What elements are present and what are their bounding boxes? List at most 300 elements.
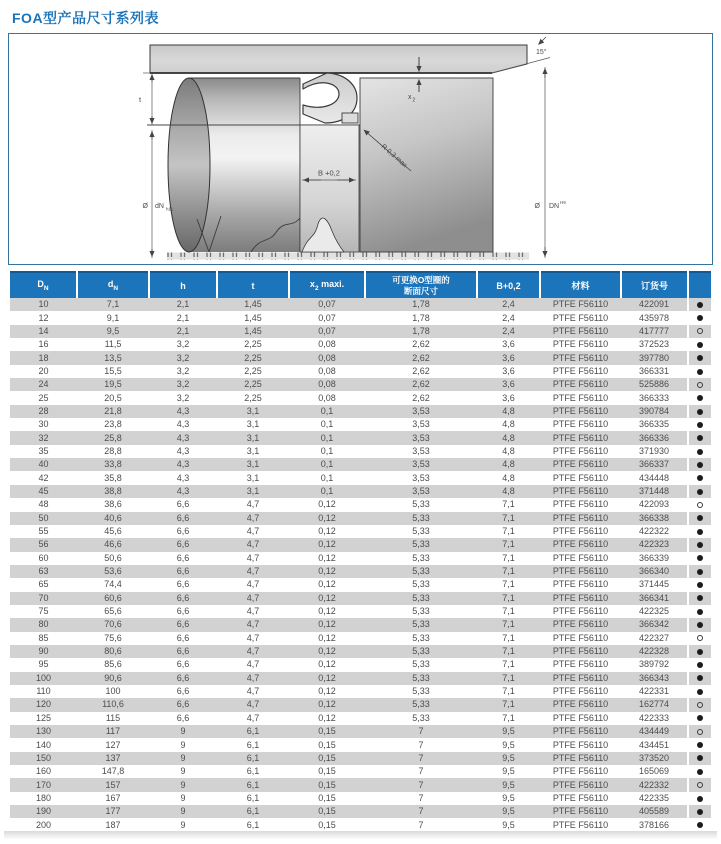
table-cell: 2,25 — [217, 391, 289, 404]
table-cell: 7,1 — [477, 552, 540, 565]
table-cell: 6,1 — [217, 818, 289, 831]
table-cell: 0,08 — [289, 365, 365, 378]
filled-dot-icon — [697, 409, 703, 415]
table-row — [10, 338, 711, 351]
availability-cell — [688, 738, 711, 751]
table-cell: 434451 — [621, 738, 688, 751]
bore-dia-symbol: Ø — [534, 203, 540, 210]
backup-ring — [342, 113, 358, 123]
availability-cell — [688, 405, 711, 418]
table-cell: PTFE F56110 — [540, 738, 621, 751]
table-row — [10, 698, 711, 711]
table-cell: 35 — [10, 445, 77, 458]
column-header: h — [149, 272, 217, 298]
table-cell: 0,12 — [289, 512, 365, 525]
availability-cell — [688, 685, 711, 698]
table-cell: 1,78 — [365, 311, 477, 324]
table-row — [10, 485, 711, 498]
table-cell: PTFE F56110 — [540, 645, 621, 658]
table-cell: 65,6 — [77, 605, 149, 618]
table-cell: PTFE F56110 — [540, 471, 621, 484]
table-row — [10, 765, 711, 778]
table-cell: 140 — [10, 738, 77, 751]
table-cell: 0,15 — [289, 805, 365, 818]
table-cell: 4,7 — [217, 645, 289, 658]
table-cell: 0,15 — [289, 752, 365, 765]
availability-cell — [688, 458, 711, 471]
table-cell: 5,33 — [365, 552, 477, 565]
table-cell: 25 — [10, 391, 77, 404]
table-cell: 2,4 — [477, 325, 540, 338]
table-row — [10, 565, 711, 578]
table-cell: 21,8 — [77, 405, 149, 418]
availability-cell — [688, 378, 711, 391]
table-cell: 373520 — [621, 752, 688, 765]
table-cell: 434448 — [621, 471, 688, 484]
table-cell: 4,8 — [477, 418, 540, 431]
table-cell: 390784 — [621, 405, 688, 418]
table-cell: 0,1 — [289, 445, 365, 458]
table-row — [10, 752, 711, 765]
table-cell: 13,5 — [77, 351, 149, 364]
table-cell: 6,6 — [149, 592, 217, 605]
filled-dot-icon — [697, 796, 703, 802]
table-cell: 0,08 — [289, 391, 365, 404]
table-cell: 0,12 — [289, 498, 365, 511]
table-cell: 3,53 — [365, 431, 477, 444]
availability-cell — [688, 592, 711, 605]
table-cell: PTFE F56110 — [540, 378, 621, 391]
table-row — [10, 592, 711, 605]
table-cell: 0,08 — [289, 378, 365, 391]
table-row — [10, 418, 711, 431]
table-cell: 42 — [10, 471, 77, 484]
table-cell: 0,12 — [289, 565, 365, 578]
availability-cell — [688, 311, 711, 324]
table-cell: 378166 — [621, 818, 688, 831]
table-row — [10, 792, 711, 805]
table-cell: 3,6 — [477, 391, 540, 404]
table-cell: PTFE F56110 — [540, 418, 621, 431]
table-cell: 0,12 — [289, 552, 365, 565]
product-dimension-table — [10, 271, 711, 832]
table-cell: 24 — [10, 378, 77, 391]
table-cell: 405589 — [621, 805, 688, 818]
table-cell: 187 — [77, 818, 149, 831]
table-cell: 0,12 — [289, 525, 365, 538]
table-row — [10, 538, 711, 551]
table-row — [10, 325, 711, 338]
table-cell: 6,1 — [217, 752, 289, 765]
availability-cell — [688, 752, 711, 765]
table-cell: 7,1 — [477, 498, 540, 511]
filled-dot-icon — [697, 435, 703, 441]
table-cell: 0,15 — [289, 765, 365, 778]
table-cell: 7,1 — [477, 592, 540, 605]
table-cell: 0,12 — [289, 685, 365, 698]
column-header: $D_N$ — [10, 272, 77, 298]
table-cell: PTFE F56110 — [540, 405, 621, 418]
table-cell: PTFE F56110 — [540, 778, 621, 791]
table-cell: 110,6 — [77, 698, 149, 711]
table-cell: 5,33 — [365, 498, 477, 511]
filled-dot-icon — [697, 355, 703, 361]
table-row — [10, 351, 711, 364]
table-cell: 3,53 — [365, 405, 477, 418]
availability-cell — [688, 725, 711, 738]
table-cell: 422332 — [621, 778, 688, 791]
availability-cell — [688, 578, 711, 591]
table-cell: 0,15 — [289, 738, 365, 751]
table-cell: 120 — [10, 698, 77, 711]
table-cell: 371930 — [621, 445, 688, 458]
table-cell: 9 — [149, 765, 217, 778]
table-cell: 60 — [10, 552, 77, 565]
table-cell: 5,33 — [365, 525, 477, 538]
table-cell: PTFE F56110 — [540, 578, 621, 591]
filled-dot-icon — [697, 662, 703, 668]
table-cell: 28,8 — [77, 445, 149, 458]
table-cell: 1,78 — [365, 298, 477, 311]
table-cell: 3,1 — [217, 405, 289, 418]
filled-dot-icon — [697, 489, 703, 495]
table-cell: 435978 — [621, 311, 688, 324]
table-cell: 5,33 — [365, 645, 477, 658]
table-cell: 3,1 — [217, 431, 289, 444]
table-cell: 4,3 — [149, 458, 217, 471]
filled-dot-icon — [697, 742, 703, 748]
table-row — [10, 498, 711, 511]
table-cell: PTFE F56110 — [540, 512, 621, 525]
table-cell: PTFE F56110 — [540, 325, 621, 338]
table-cell: 4,7 — [217, 632, 289, 645]
open-dot-icon — [697, 729, 703, 735]
column-header: 可更换O型圈的 断面尺寸 — [365, 272, 477, 298]
filled-dot-icon — [697, 569, 703, 575]
table-cell: 9,5 — [477, 752, 540, 765]
table-cell: 130 — [10, 725, 77, 738]
table-cell: 7 — [365, 752, 477, 765]
column-header: B+0,2 — [477, 272, 540, 298]
table-cell: 3,1 — [217, 458, 289, 471]
table-cell: 9,5 — [477, 725, 540, 738]
filled-dot-icon — [697, 315, 703, 321]
table-cell: 6,6 — [149, 538, 217, 551]
table-cell: 525886 — [621, 378, 688, 391]
table-cell: 9,5 — [477, 738, 540, 751]
table-row — [10, 578, 711, 591]
table-cell: 0,12 — [289, 538, 365, 551]
table-cell: 6,1 — [217, 765, 289, 778]
table-cell: 5,33 — [365, 578, 477, 591]
table-cell: 48 — [10, 498, 77, 511]
table-cell: 165069 — [621, 765, 688, 778]
table-cell: 65 — [10, 578, 77, 591]
table-cell: 1,45 — [217, 298, 289, 311]
table-cell: 371445 — [621, 578, 688, 591]
page-title: FOA型产品尺寸系列表 — [12, 10, 160, 26]
table-cell: PTFE F56110 — [540, 498, 621, 511]
table-row — [10, 818, 711, 831]
filled-dot-icon — [697, 529, 703, 535]
table-cell: 45 — [10, 485, 77, 498]
table-cell: 35,8 — [77, 471, 149, 484]
table-cell: 0,12 — [289, 712, 365, 725]
table-cell: PTFE F56110 — [540, 485, 621, 498]
table-cell: 23,8 — [77, 418, 149, 431]
page-bottom-shading — [4, 831, 717, 839]
table-cell: 167 — [77, 792, 149, 805]
table-cell: 4,7 — [217, 552, 289, 565]
table-row — [10, 645, 711, 658]
table-cell: 63 — [10, 565, 77, 578]
table-cell: 5,33 — [365, 672, 477, 685]
table-cell: 0,07 — [289, 311, 365, 324]
table-cell: 60,6 — [77, 592, 149, 605]
table-cell: 3,1 — [217, 471, 289, 484]
table-cell: 25,8 — [77, 431, 149, 444]
availability-cell — [688, 632, 711, 645]
housing-right-block — [360, 78, 493, 252]
table-cell: 70 — [10, 592, 77, 605]
table-cell: 3,2 — [149, 391, 217, 404]
table-cell: 9,1 — [77, 311, 149, 324]
table-cell: 4,8 — [477, 431, 540, 444]
table-cell: 0,07 — [289, 298, 365, 311]
technical-drawing-frame — [8, 33, 713, 265]
table-cell: 15,5 — [77, 365, 149, 378]
table-cell: 2,62 — [365, 338, 477, 351]
table-cell: 0,1 — [289, 485, 365, 498]
table-cell: 190 — [10, 805, 77, 818]
table-cell: 9 — [149, 725, 217, 738]
table-cell: 7,1 — [77, 298, 149, 311]
table-cell: 7,1 — [477, 658, 540, 671]
availability-cell — [688, 325, 711, 338]
table-header-row — [10, 272, 711, 298]
filled-dot-icon — [697, 449, 703, 455]
table-cell: 16 — [10, 338, 77, 351]
table-cell: 2,62 — [365, 365, 477, 378]
table-cell: 85,6 — [77, 658, 149, 671]
filled-dot-icon — [697, 809, 703, 815]
table-cell: 160 — [10, 765, 77, 778]
table-cell: 0,08 — [289, 338, 365, 351]
availability-cell — [688, 365, 711, 378]
table-cell: 74,4 — [77, 578, 149, 591]
table-row — [10, 778, 711, 791]
table-cell: 422328 — [621, 645, 688, 658]
availability-cell — [688, 818, 711, 831]
table-cell: 6,6 — [149, 658, 217, 671]
filled-dot-icon — [697, 649, 703, 655]
table-cell: 4,7 — [217, 565, 289, 578]
table-row — [10, 618, 711, 631]
filled-dot-icon — [697, 622, 703, 628]
table-cell: 6,6 — [149, 512, 217, 525]
table-cell: PTFE F56110 — [540, 565, 621, 578]
table-cell: 422335 — [621, 792, 688, 805]
table-cell: 100 — [77, 685, 149, 698]
table-cell: 9 — [149, 805, 217, 818]
table-cell: 3,53 — [365, 471, 477, 484]
filled-dot-icon — [697, 555, 703, 561]
table-cell: PTFE F56110 — [540, 592, 621, 605]
table-cell: 2,4 — [477, 298, 540, 311]
table-cell: 3,1 — [217, 418, 289, 431]
filled-dot-icon — [697, 342, 703, 348]
availability-cell — [688, 298, 711, 311]
table-cell: 4,7 — [217, 605, 289, 618]
table-cell: 9,5 — [477, 805, 540, 818]
table-cell: 7,1 — [477, 672, 540, 685]
radius-label: R 0,3 max — [379, 143, 409, 170]
table-row — [10, 685, 711, 698]
table-cell: 4,7 — [217, 685, 289, 698]
table-cell: 33,8 — [77, 458, 149, 471]
table-cell: 40,6 — [77, 512, 149, 525]
table-cell: 422322 — [621, 525, 688, 538]
table-cell: 1,45 — [217, 325, 289, 338]
table-cell: 162774 — [621, 698, 688, 711]
table-row — [10, 632, 711, 645]
availability-cell — [688, 445, 711, 458]
open-dot-icon — [697, 502, 703, 508]
table-cell: 4,7 — [217, 712, 289, 725]
availability-cell — [688, 498, 711, 511]
table-row — [10, 391, 711, 404]
column-header: $x_2$ maxi. — [289, 272, 365, 298]
rod-dia-tolerance: h11 — [166, 206, 174, 212]
table-cell: 127 — [77, 738, 149, 751]
availability-cell — [688, 471, 711, 484]
table-cell: 0,1 — [289, 418, 365, 431]
table-row — [10, 512, 711, 525]
table-cell: 7 — [365, 805, 477, 818]
table-cell: 7,1 — [477, 578, 540, 591]
table-cell: 137 — [77, 752, 149, 765]
table-cell: 53,6 — [77, 565, 149, 578]
table-cell: 2,25 — [217, 365, 289, 378]
table-cell: PTFE F56110 — [540, 552, 621, 565]
table-cell: 75,6 — [77, 632, 149, 645]
filled-dot-icon — [697, 689, 703, 695]
table-cell: 7,1 — [477, 685, 540, 698]
table-cell: 45,6 — [77, 525, 149, 538]
filled-dot-icon — [697, 595, 703, 601]
table-cell: 4,7 — [217, 658, 289, 671]
table-cell: 0,1 — [289, 471, 365, 484]
table-cell: 366333 — [621, 391, 688, 404]
table-row — [10, 525, 711, 538]
table-cell: 366331 — [621, 365, 688, 378]
table-cell: 417777 — [621, 325, 688, 338]
table-cell: 157 — [77, 778, 149, 791]
table-header — [10, 272, 711, 298]
table-cell: 9 — [149, 752, 217, 765]
table-cell: 372523 — [621, 338, 688, 351]
table-cell: 2,62 — [365, 391, 477, 404]
table-cell: 32 — [10, 431, 77, 444]
table-cell: PTFE F56110 — [540, 765, 621, 778]
filled-dot-icon — [697, 422, 703, 428]
column-header — [688, 272, 711, 298]
table-cell: 0,1 — [289, 458, 365, 471]
filled-dot-icon — [697, 755, 703, 761]
availability-cell — [688, 485, 711, 498]
rod-dia-symbol: Ø — [142, 203, 148, 210]
open-dot-icon — [697, 782, 703, 788]
table-row — [10, 298, 711, 311]
table-cell: 7 — [365, 765, 477, 778]
availability-cell — [688, 338, 711, 351]
table-cell: 7,1 — [477, 525, 540, 538]
table-cell: 7,1 — [477, 645, 540, 658]
table-cell: 1,45 — [217, 311, 289, 324]
b-width-label: B +0,2 — [318, 168, 340, 178]
table-cell: 366342 — [621, 618, 688, 631]
table-cell: 6,6 — [149, 672, 217, 685]
table-cell: PTFE F56110 — [540, 458, 621, 471]
table-cell: 6,1 — [217, 725, 289, 738]
table-row — [10, 725, 711, 738]
table-cell: 170 — [10, 778, 77, 791]
table-cell: 0,12 — [289, 578, 365, 591]
table-cell: 3,6 — [477, 378, 540, 391]
table-cell: 4,3 — [149, 471, 217, 484]
table-cell: 4,7 — [217, 618, 289, 631]
table-cell: 80,6 — [77, 645, 149, 658]
table-cell: 4,7 — [217, 698, 289, 711]
table-cell: 56 — [10, 538, 77, 551]
table-row — [10, 445, 711, 458]
table-cell: 147,8 — [77, 765, 149, 778]
table-cell: 9 — [149, 818, 217, 831]
availability-cell — [688, 672, 711, 685]
availability-cell — [688, 805, 711, 818]
table-cell: 0,12 — [289, 632, 365, 645]
table-cell: 3,2 — [149, 365, 217, 378]
angle-leader-arrow — [539, 37, 547, 45]
open-dot-icon — [697, 328, 703, 334]
table-cell: 422333 — [621, 712, 688, 725]
availability-cell — [688, 431, 711, 444]
table-cell: 50 — [10, 512, 77, 525]
table-cell: 2,1 — [149, 311, 217, 324]
table-cell: 2,62 — [365, 378, 477, 391]
availability-cell — [688, 712, 711, 725]
table-cell: 4,7 — [217, 578, 289, 591]
table-cell: 4,8 — [477, 471, 540, 484]
table-cell: 70,6 — [77, 618, 149, 631]
table-cell: 4,3 — [149, 445, 217, 458]
table-cell: 6,6 — [149, 618, 217, 631]
table-cell: 40 — [10, 458, 77, 471]
availability-cell — [688, 525, 711, 538]
table-cell: 80 — [10, 618, 77, 631]
table-cell: 5,33 — [365, 605, 477, 618]
table-cell: 7,1 — [477, 618, 540, 631]
table-cell: 0,08 — [289, 351, 365, 364]
table-cell: 7,1 — [477, 632, 540, 645]
table-cell: 4,3 — [149, 405, 217, 418]
table-cell: 4,7 — [217, 672, 289, 685]
table-cell: 366335 — [621, 418, 688, 431]
open-dot-icon — [697, 635, 703, 641]
table-cell: 75 — [10, 605, 77, 618]
table-cell: 4,7 — [217, 538, 289, 551]
availability-cell — [688, 565, 711, 578]
